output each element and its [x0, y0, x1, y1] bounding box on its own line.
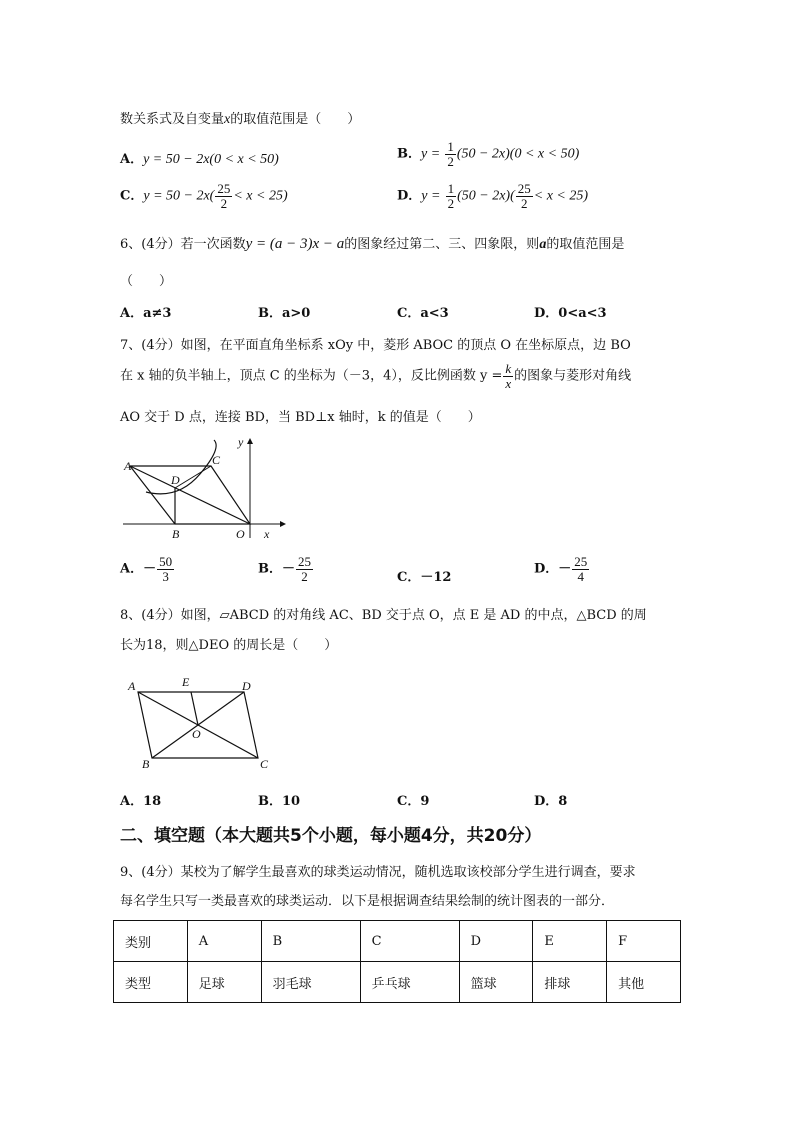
label-a: A [128, 679, 136, 693]
label-b: B [172, 527, 180, 541]
q8-option-b: B．10 [258, 794, 301, 809]
q7-option-d: D．－ $\frac{25}{4}$ [534, 554, 588, 584]
category-table [113, 920, 681, 1003]
section-heading: 二、填空题（本大题共5个小题，每小题4分，共20分） [120, 826, 542, 846]
segment-eo [191, 692, 198, 725]
q8-option-a: A．18 [120, 794, 162, 809]
q7-option-b: B．－ $\frac{25}{2}$ [258, 554, 311, 584]
q5-stem: 数关系式及自变量x的取值范围是（ ） [120, 112, 361, 127]
q6-option-b: B．a>0 [258, 306, 311, 321]
q8-option-d: D．8 [534, 794, 568, 809]
q9-line1: 9、(4分）某校为了解学生最喜欢的球类运动情况，随机选取该校部分学生进行调查，要求 [120, 865, 636, 880]
label-c: C [260, 757, 269, 771]
q5-option-c: C．y = 50 − 2x( $\frac{25}{2}$ < x < 25) [120, 181, 288, 211]
table-cell: E [533, 921, 607, 962]
q7-line2: 在 x 轴的负半轴上，顶点 C 的坐标为（－3，4），反比例函数 y = $\frac{k}{x}$ 的图象与菱形对角线 [120, 361, 632, 391]
x-axis-arrow [280, 521, 286, 527]
q6-option-c: C．a<3 [397, 306, 449, 321]
q5-option-d: D．y = $\frac{1}{2}$ (50 − 2x)( $\frac{25}{2}$ < x < 25) [397, 181, 589, 211]
q8-line2: 长为18，则△DEO 的周长是（ ） [120, 638, 338, 653]
table-cell: 足球 [187, 962, 261, 1003]
diagonal-ao [130, 466, 250, 524]
label-c: C [212, 453, 221, 467]
label-b: B [142, 757, 150, 771]
table-cell: F [607, 921, 681, 962]
label-o: O [236, 527, 245, 541]
label-d: D [171, 473, 180, 487]
q5-option-b: B．y = $\frac{1}{2}$ (50 − 2x)(0 < x < 50) [397, 139, 580, 169]
table-cell: 类别 [114, 921, 188, 962]
segment-dc [175, 466, 211, 488]
table-cell: 类型 [114, 962, 188, 1003]
label-d: D [242, 679, 251, 693]
label-y: y [238, 435, 244, 449]
q7-option-a: A．－ $\frac{50}{3}$ [120, 554, 173, 584]
table-cell: A [187, 921, 261, 962]
q6-option-a: A．a≠3 [120, 306, 172, 321]
table-cell: D [459, 921, 533, 962]
q6-option-d: D．0<a<3 [534, 306, 607, 321]
table-cell: 其他 [607, 962, 681, 1003]
q5-option-a: A．y = 50 − 2x(0 < x < 50) [120, 152, 279, 167]
q7-figure [118, 434, 288, 546]
q9-line2: 每名学生只写一类最喜欢的球类运动．以下是根据调查结果绘制的统计图表的一部分． [120, 894, 615, 909]
q6-stem: 6、(4分）若一次函数y = (a − 3)x − a的图象经过第二、三、四象限，则a的取值范围是 [120, 236, 625, 252]
y-axis-arrow [247, 438, 253, 444]
q8-figure [122, 672, 282, 774]
table-cell: 排球 [533, 962, 607, 1003]
table-cell: 乒乓球 [360, 962, 459, 1003]
q7-option-c: C．－12 [397, 570, 452, 585]
table-cell: C [360, 921, 459, 962]
table-cell: B [261, 921, 360, 962]
table-row [114, 921, 681, 962]
table-cell: 篮球 [459, 962, 533, 1003]
label-o: O [192, 727, 201, 741]
q8-option-c: C．9 [397, 794, 430, 809]
label-a: A [124, 459, 132, 473]
table-row [114, 962, 681, 1003]
q6-paren: （ ） [120, 274, 173, 289]
q8-line1: 8、(4分）如图，▱ABCD 的对角线 AC、BD 交于点 O，点 E 是 AD 的中点，△BCD 的周 [120, 608, 647, 623]
hyperbola-curve [146, 440, 216, 494]
q7-line3: AO 交于 D 点，连接 BD，当 BD⊥x 轴时，k 的值是（ ） [120, 410, 481, 425]
label-e: E [182, 675, 190, 689]
table-cell: 羽毛球 [261, 962, 360, 1003]
label-x: x [264, 527, 270, 541]
q7-line1: 7、(4分）如图，在平面直角坐标系 xOy 中，菱形 ABOC 的顶点 O 在坐标原点，边 BO [120, 338, 631, 353]
